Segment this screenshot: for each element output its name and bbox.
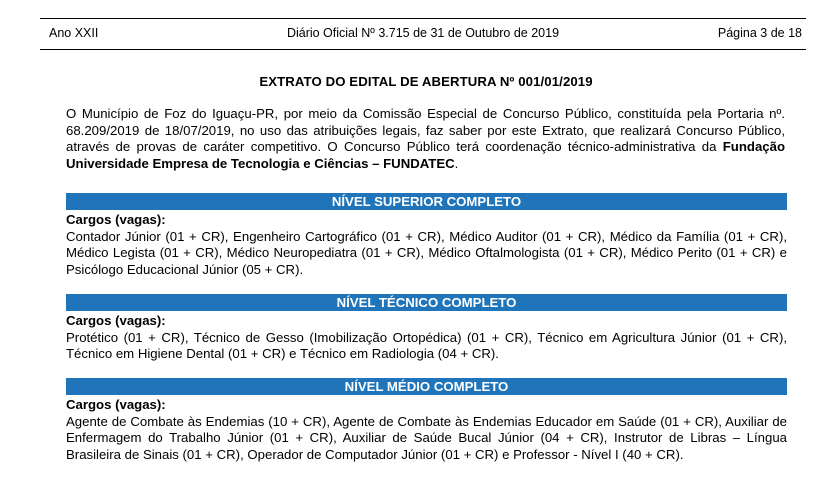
intro-end: . [454, 155, 459, 171]
section-tecnico [66, 293, 787, 363]
cargos-label: Cargos (vagas): [66, 212, 166, 227]
cargos-label: Cargos (vagas): [66, 313, 166, 328]
section-heading: NÍVEL MÉDIO COMPLETO [66, 377, 787, 396]
section-medio [66, 377, 787, 463]
section-heading: NÍVEL SUPERIOR COMPLETO [66, 192, 787, 211]
page-header [40, 18, 806, 50]
header-volume: Ano XXII [49, 26, 99, 40]
section-superior [66, 192, 787, 278]
cargos-label: Cargos (vagas): [66, 397, 166, 412]
document-title: EXTRATO DO EDITAL DE ABERTURA Nº 001/01/2019 [259, 74, 593, 89]
header-publication: Diário Oficial Nº 3.715 de 31 de Outubro de 2019 [286, 26, 560, 40]
cargos-list: Contador Júnior (01 + CR), Engenheiro Cartográfico (01 + CR), Médico Auditor (01 + CR), Médico da Família (01 + CR), Médico Legista (01 + CR), Médico Neuropediatra (01 + CR), Médico Oftalmologista (01 + CR), Médico Perito (01 + CR) e Psicólogo Educacional Júnior (05 + CR). [66, 228, 787, 277]
intro-text: O Município de Foz do Iguaçu-PR, por meio da Comissão Especial de Concurso Público, constituída pela Portaria nº. 68.209/2019 de 18/07/2019, no uso das atribuições legais, faz saber por este Extrato, que realizará Concurso Público, através de provas de caráter competitivo. O Concurso Público terá coordenação técnico-administrativa da [66, 106, 785, 154]
intro-paragraph [66, 106, 785, 172]
cargos-list: Protético (01 + CR), Técnico de Gesso (Imobilização Ortopédica) (01 + CR), Técnico em Agricultura Júnior (01 + CR), Técnico em Higiene Dental (01 + CR) e Técnico em Radiologia (04 + CR). [66, 329, 787, 361]
section-heading: NÍVEL TÉCNICO COMPLETO [66, 293, 787, 312]
intro-organization: Fundação Universidade Empresa de Tecnologia e Ciências – FUNDATEC [66, 139, 785, 171]
header-page-number: Página 3 de 18 [717, 26, 802, 40]
cargos-list: Agente de Combate às Endemias (10 + CR), Agente de Combate às Endemias Educador em Saúde (01 + CR), Auxiliar de Enfermagem do Trabalho Júnior (01 + CR), Auxiliar de Saúde Bucal Júnior (04 + CR), Instrutor de Libras – Língua Brasileira de Sinais (01 + CR), Operador de Computador Júnior (01 + CR) e Professor - Nível I (40 + CR). [66, 413, 787, 462]
